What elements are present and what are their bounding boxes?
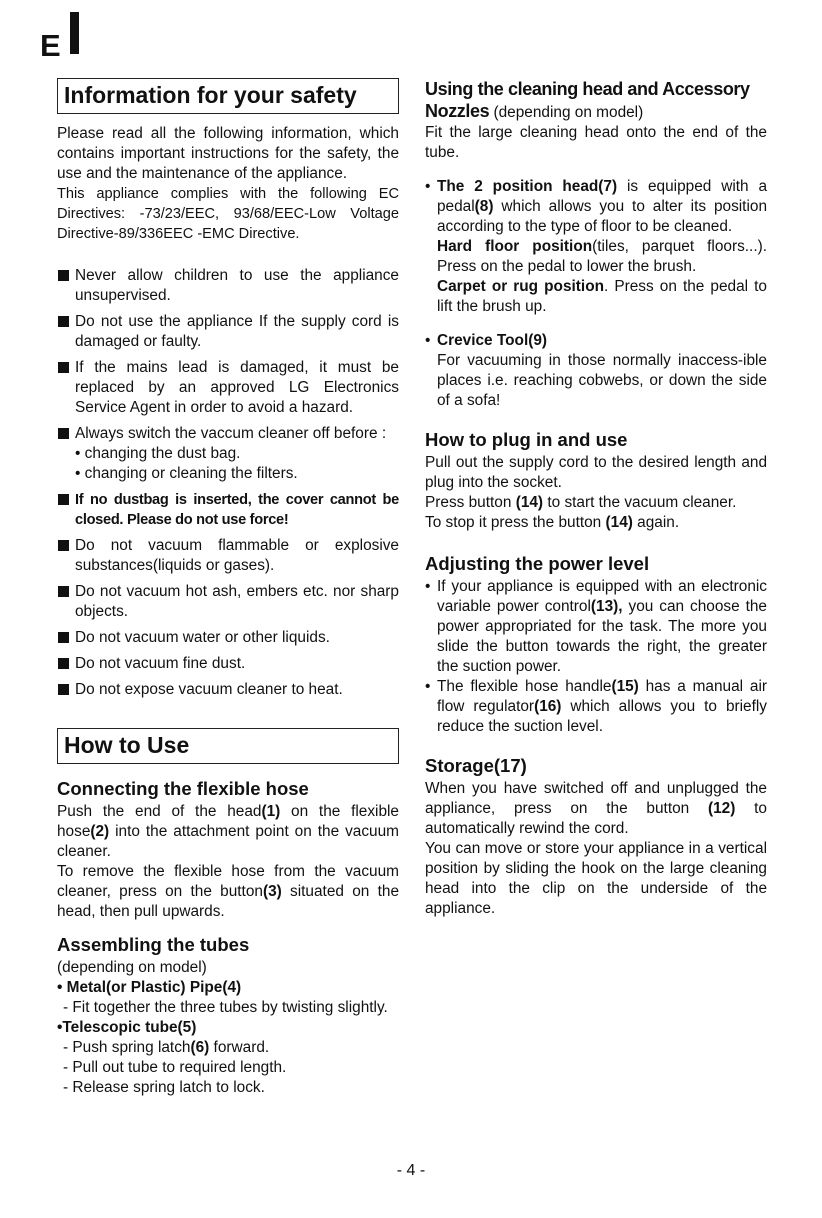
safety-item: Do not vacuum water or other liquids. [57,628,399,648]
safety-item: Do not use the appliance If the supply cord is damaged or faulty. [57,312,399,352]
connect-hose-text: Push the end of the head(1) on the flexible hose(2) into the attachment point on the vacuum cleaner. [57,803,399,860]
left-column [57,78,399,1098]
crevice-tool-text: For vacuuming in those normally inaccess-ible places i.e. reaching cobwebs, or down the side of a sofa! [437,352,767,409]
safety-item: Do not vacuum flammable or explosive substances(liquids or gases). [57,536,399,576]
storage-rewind-text: When you have switched off and unplugged the appliance, press on the button (12) to automatically rewind the cord. [425,780,767,837]
telescopic-step: - Pull out tube to required length. [63,1059,287,1076]
language-marker: E [40,28,62,63]
safety-item: Always switch the vaccum cleaner off before : [57,424,399,444]
safety-subitem: • changing or cleaning the filters. [75,465,298,482]
safety-title: Information for your safety [57,78,399,114]
assemble-tubes-title: Assembling the tubes [57,934,250,955]
safety-subitem: • changing the dust bag. [75,445,241,462]
right-column [425,78,767,919]
remove-hose-text: To remove the flexible hose from the vacuum cleaner, press on the button(3) situated on the head, then pull upwards. [57,863,400,920]
plug-stop: To stop it press the button (14) again. [425,514,680,531]
storage-position-text: You can move or store your appliance in a vertical position by sliding the hook on the large cleaning head into the clip on the underside of the appliance. [425,840,767,917]
crevice-tool-title: • Crevice Tool(9) [425,332,548,349]
safety-directive: This appliance complies with the following EC Directives: -73/23/EEC, 93/68/EEC-Low Voltage Directive-89/336EEC -EMC Directive. [57,186,399,242]
safety-item: If the mains lead is damaged, it must be replaced by an approved LG Electronics Service Agent in order to avoid a hazard. [57,358,399,418]
metal-pipe-title: • Metal(or Plastic) Pipe(4) [57,979,242,996]
hard-floor-position: Hard floor position(tiles, parquet floors...). Press on the pedal to lower the brush. [437,238,768,275]
cleaning-intro: Fit the large cleaning head onto the end of the tube. [425,124,767,161]
plug-line: Pull out the supply cord to the desired length and plug into the socket. [425,454,767,491]
telescopic-tube-title: •Telescopic tube(5) [57,1019,197,1036]
plug-start: Press button (14) to start the vacuum cleaner. [425,494,737,511]
power-level-title: Adjusting the power level [425,553,650,574]
safety-intro: Please read all the following information, which contains important instructions for the safety, the use and the maintenance of the appliance. [57,125,399,182]
airflow-regulator-text: • The flexible hose handle(15) has a manual air flow regulator(16) which allows you to briefly reduce the suction level. [425,678,767,735]
safety-item: Do not expose vacuum cleaner to heat. [57,680,399,700]
plug-title: How to plug in and use [425,429,628,450]
safety-item-warning: If no dustbag is inserted, the cover cannot be closed. Please do not use force! [57,490,399,530]
cleaning-head-title: Using the cleaning head and Accessory Nozzles (depending on model) [425,79,750,121]
safety-item: Never allow children to use the appliance unsupervised. [57,266,399,306]
telescopic-step: - Release spring latch to lock. [63,1079,265,1096]
connect-hose-title: Connecting the flexible hose [57,778,309,799]
page-number: - 4 - [396,1162,426,1179]
safety-item: Do not vacuum fine dust. [57,654,399,674]
howto-title: How to Use [57,728,399,764]
telescopic-step: - Push spring latch(6) forward. [63,1039,270,1056]
storage-title: Storage(17) [425,755,527,776]
metal-pipe-step: - Fit together the three tubes by twisting slightly. [63,999,388,1016]
assemble-note: (depending on model) [57,959,207,976]
carpet-position: Carpet or rug position. Press on the pedal to lift the brush up. [437,278,767,315]
two-position-head: • The 2 position head(7) is equipped with a pedal(8) which allows you to alter its position according to the type of floor to be cleaned. [425,178,768,235]
language-tab-bar [70,12,79,54]
safety-item: Do not vacuum hot ash, embers etc. nor sharp objects. [57,582,399,622]
power-control-text: • If your appliance is equipped with an electronic variable power control(13), you can choose the power appropriated for the task. The more you slide the button towards the right, the greater the suction power. [425,578,767,675]
